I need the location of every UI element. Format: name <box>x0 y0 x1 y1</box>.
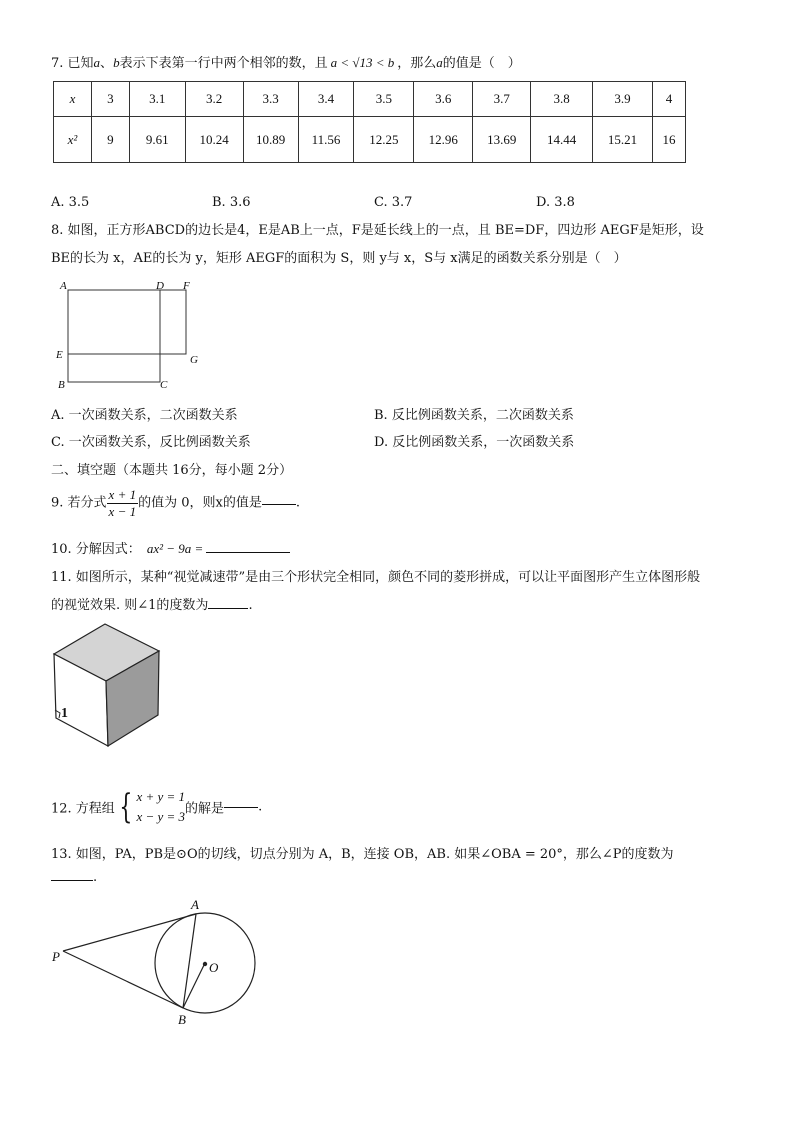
q7-stem <box>51 52 521 71</box>
table-cell: x <box>54 82 92 117</box>
q12-answer-blank[interactable] <box>224 806 258 808</box>
q12-system <box>136 787 185 827</box>
q9 <box>51 487 300 520</box>
label-p: P <box>52 949 60 964</box>
q8-option-a: A. 一次函数关系，二次函数关系 <box>51 408 238 423</box>
q11-stem-line1: 11. 如图所示，某种“视觉减速带”是由三个形状完全相同，颜色不同的菱形拼成，可以让平面图形产生立体图形般 <box>51 570 701 585</box>
square-abcd <box>68 290 160 382</box>
q8-option-b: B. 反比例函数关系，二次函数关系 <box>374 408 574 423</box>
table-cell: 3.6 <box>414 82 473 117</box>
q9-fraction <box>107 487 139 520</box>
table-cell: 15.21 <box>593 117 653 163</box>
label-b: B <box>178 1012 186 1027</box>
q9-denominator: x − 1 <box>108 504 137 519</box>
table-cell: 9 <box>91 117 129 163</box>
q7-inequality: a < √13 < b <box>330 55 395 70</box>
tangent-pb <box>63 951 183 1008</box>
q7-var-b: b <box>113 55 120 70</box>
label-d: D <box>156 280 164 292</box>
q7-option-b: B. 3.6 <box>212 195 251 210</box>
q9-answer-blank[interactable] <box>262 503 296 505</box>
table-row-x <box>54 82 686 117</box>
q13-end: . <box>93 870 98 885</box>
q7-var-a: a <box>93 55 101 70</box>
angle-label-1: 1 <box>61 706 68 721</box>
q7-stem-b: 表示下表第一行中两个相邻的数，且 <box>119 56 328 71</box>
q9-post: 的值为 0，则x的值是 <box>138 495 262 511</box>
table-cell: 14.44 <box>531 117 593 163</box>
label-f: F <box>183 280 190 292</box>
q11-stem-line2 <box>51 594 253 613</box>
q8-stem-line1: 8. 如图，正方形ABCD的边长是4，E是AB上一点，F是延长线上的一点，且 BE=DF，四边形 AEGF是矩形，设 <box>51 223 704 238</box>
rectangle-aegf <box>68 290 186 354</box>
table-cell: 3.5 <box>354 82 414 117</box>
q13-tangent-figure <box>48 894 288 1034</box>
label-o: O <box>209 960 219 975</box>
q11-end: . <box>248 598 253 613</box>
table-cell: 3.7 <box>473 82 531 117</box>
q12-equation-2: x − y = 3 <box>136 809 186 824</box>
center-point <box>203 962 207 966</box>
table-cell: 10.24 <box>185 117 243 163</box>
q7-stem-a: 7. 已知 <box>51 56 94 71</box>
q13-stem-line2 <box>51 870 97 885</box>
brace-icon: { <box>119 787 133 827</box>
q12-equation-1: x + y = 1 <box>136 789 186 804</box>
table-cell: 16 <box>652 117 685 163</box>
table-cell: x² <box>54 117 92 163</box>
label-c: C <box>160 379 168 391</box>
q10-expr: ax² − 9a = <box>146 541 204 556</box>
q7-value-table <box>53 81 686 163</box>
q12-pre: 12. 方程组 <box>51 801 115 817</box>
table-cell: 11.56 <box>298 117 354 163</box>
table-cell: 3.2 <box>185 82 243 117</box>
section-heading: 二、填空题（本题共 16分，每小题 2分） <box>51 463 293 478</box>
label-e: E <box>56 349 63 361</box>
table-cell: 3.9 <box>593 82 653 117</box>
q7-sep: 、 <box>100 56 114 71</box>
q8-stem-line2: BE的长为 x，AE的长为 y，矩形 AEGF的面积为 S，则 y与 x，S与 x满足的函数关系分别是（ ） <box>51 251 627 266</box>
q8-option-c: C. 一次函数关系，反比例函数关系 <box>51 435 251 450</box>
q10-pre: 10. 分解因式： <box>51 542 141 557</box>
table-cell: 12.96 <box>414 117 473 163</box>
table-cell: 3.3 <box>243 82 298 117</box>
table-cell: 9.61 <box>129 117 185 163</box>
q8-figure <box>52 278 202 393</box>
q9-end: . <box>295 495 300 511</box>
table-cell: 3.4 <box>298 82 354 117</box>
q11-cube-figure <box>50 618 165 750</box>
table-cell: 3 <box>91 82 129 117</box>
q7-option-a: A. 3.5 <box>51 195 90 210</box>
q10 <box>51 538 290 557</box>
q8-option-d: D. 反比例函数关系，一次函数关系 <box>374 435 575 450</box>
q11-line2-text: 的视觉效果. 则∠1的度数为 <box>51 598 209 613</box>
q7-option-d: D. 3.8 <box>536 195 575 210</box>
table-cell: 3.8 <box>531 82 593 117</box>
q11-answer-blank[interactable] <box>208 607 248 609</box>
table-cell: 10.89 <box>243 117 298 163</box>
q7-stem-c: ，那么 <box>397 56 437 71</box>
table-cell: 13.69 <box>473 117 531 163</box>
label-a: A <box>60 280 67 292</box>
table-cell: 3.1 <box>129 82 185 117</box>
q13-answer-blank[interactable] <box>51 879 93 881</box>
label-b: B <box>58 379 65 391</box>
table-cell: 12.25 <box>354 117 414 163</box>
q9-numerator: x + 1 <box>108 487 137 502</box>
label-a: A <box>191 897 199 912</box>
table-row-x-squared <box>54 117 686 163</box>
q7-var-a2: a <box>436 55 443 70</box>
q12 <box>51 787 262 827</box>
q7-stem-d: 的值是（ ） <box>442 56 521 71</box>
q13-stem-line1: 13. 如图，PA，PB是⊙O的切线，切点分别为 A，B，连接 OB，AB. 如果∠OBA = 20°，那么∠P的度数为 <box>51 847 674 862</box>
table-cell: 4 <box>652 82 685 117</box>
q12-end: . <box>258 799 263 815</box>
q9-pre: 9. 若分式 <box>51 495 107 511</box>
tangent-pa <box>63 914 196 951</box>
q7-option-c: C. 3.7 <box>374 195 413 210</box>
q10-answer-blank[interactable] <box>206 551 290 553</box>
label-g: G <box>190 354 198 366</box>
q12-post: 的解是 <box>185 801 225 817</box>
